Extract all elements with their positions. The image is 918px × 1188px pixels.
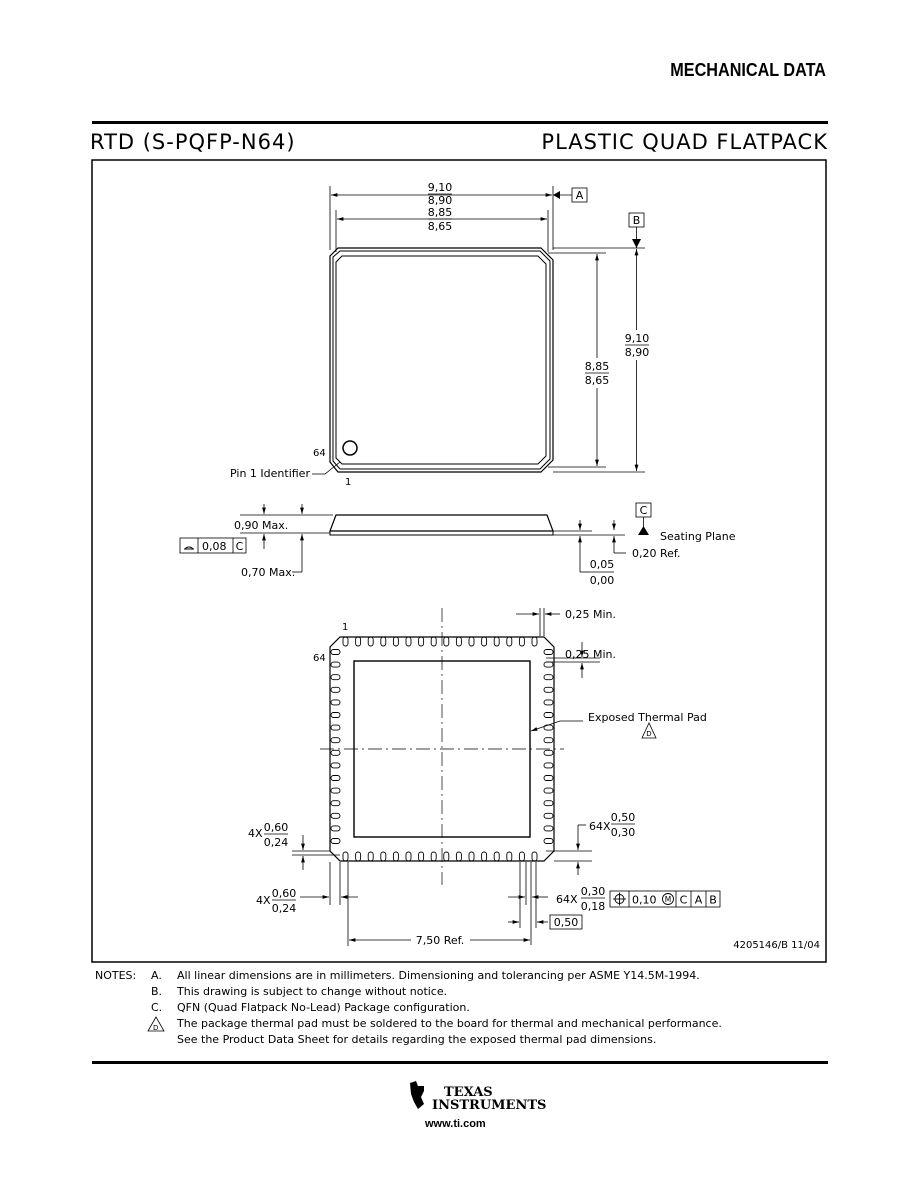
ti-logo-icon <box>410 1081 424 1109</box>
lead-pad <box>544 687 553 692</box>
bottom-view <box>248 608 720 947</box>
lead-pad <box>331 839 340 844</box>
lead-pad <box>331 788 340 793</box>
outer-width-min: 8,90 <box>427 194 453 207</box>
note-letter: B. <box>151 985 163 998</box>
note-text: All linear dimensions are in millimeters. Dimensioning and tolerancing per ASME Y14.5M-1994. <box>177 969 700 982</box>
lead-pad <box>544 662 553 667</box>
lead-pad <box>356 852 361 861</box>
thermal-pad-label: Exposed Thermal Pad <box>588 711 707 724</box>
ti-brand-line2: INSTRUMENTS <box>432 1098 547 1113</box>
lead-pad <box>469 637 474 646</box>
lead-pad <box>519 637 524 646</box>
lead-pad <box>393 637 398 646</box>
min-spacing-side: 0,25 Min. <box>565 648 617 661</box>
lead-pad <box>331 801 340 806</box>
ref-span-label: 7,50 Ref. <box>415 934 465 947</box>
flatness-datum: C <box>235 540 244 553</box>
lead-pad <box>368 852 373 861</box>
note-letter: A. <box>151 969 162 982</box>
lead-pad <box>444 852 449 861</box>
lead-pad <box>331 750 340 755</box>
ti-brand-line1: TEXAS <box>444 1085 493 1100</box>
lead-pad <box>331 826 340 831</box>
outer-height-min: 8,90 <box>624 346 650 359</box>
lead-pad <box>331 700 340 705</box>
min-height-label: 0,70 Max. <box>241 566 296 579</box>
corner2-max: 0,60 <box>271 887 297 900</box>
lead-pad <box>331 725 340 730</box>
side-body <box>330 515 553 531</box>
top-view <box>230 181 652 488</box>
lead-pad <box>456 852 461 861</box>
outer-width-max: 9,10 <box>427 181 453 194</box>
lead-pad <box>532 852 537 861</box>
lead-pad <box>482 637 487 646</box>
top-inner-outline <box>336 256 546 464</box>
lead-pad <box>544 650 553 655</box>
lead-pad <box>482 852 487 861</box>
drawing-number: 4205146/B 11/04 <box>733 940 820 951</box>
lead-pad <box>368 637 373 646</box>
lead-pad <box>343 637 348 646</box>
note-text: The package thermal pad must be soldered to the board for thermal and mechanical performance. <box>177 1017 722 1030</box>
note-text: See the Product Data Sheet for details regarding the exposed thermal pad dimensions. <box>177 1033 657 1046</box>
datum-c: C <box>639 504 648 517</box>
tol-mod: M <box>664 895 672 904</box>
lead-len-min: 0,30 <box>610 826 636 839</box>
lead-pad <box>544 713 553 718</box>
lead-pad <box>381 852 386 861</box>
lead-pad <box>419 852 424 861</box>
inner-height-min: 8,65 <box>584 374 610 387</box>
flatness-value: 0,08 <box>202 540 227 553</box>
lead-pad <box>343 852 348 861</box>
top-pin1-label: 1 <box>345 477 352 488</box>
pin1-marker <box>343 441 357 455</box>
lead-len-prefix: 64X <box>589 820 611 833</box>
bottom-rule <box>92 1061 828 1064</box>
package-id: RTD (S-PQFP-N64) <box>90 130 296 154</box>
lead-pad <box>544 788 553 793</box>
ti-url[interactable]: www.ti.com <box>425 1118 486 1130</box>
corner-max: 0,60 <box>263 821 289 834</box>
datum-b: B <box>632 214 641 227</box>
standoff-min: 0,00 <box>589 574 615 587</box>
drawing-frame <box>92 160 826 962</box>
lead-pad <box>544 738 553 743</box>
lead-pad <box>331 650 340 655</box>
note-text: This drawing is subject to change without notice. <box>177 985 448 998</box>
lead-pad <box>331 675 340 680</box>
datum-a: A <box>575 189 584 202</box>
ref-height-label: 0,20 Ref. <box>632 547 681 560</box>
lead-pad <box>519 852 524 861</box>
lead-pad <box>419 637 424 646</box>
corner-prefix: 4X <box>248 827 263 840</box>
lead-pad <box>356 637 361 646</box>
lead-pad <box>507 852 512 861</box>
note-text: QFN (Quad Flatpack No-Lead) Package configuration. <box>177 1001 470 1014</box>
lead-pad <box>456 637 461 646</box>
top-mid-outline <box>333 251 550 469</box>
lead-pad <box>331 662 340 667</box>
lead-pad <box>406 852 411 861</box>
lead-pad <box>507 637 512 646</box>
tol-datum-1: C <box>679 893 688 907</box>
top-outer-outline <box>330 248 553 472</box>
notes-label: NOTES: <box>95 969 137 982</box>
corner2-prefix: 4X <box>256 894 271 907</box>
tol-datum-3: B <box>709 893 717 907</box>
lead-pad <box>331 713 340 718</box>
inner-width-min: 8,65 <box>427 220 453 233</box>
ti-brand <box>432 1086 546 1112</box>
lead-w-max: 0,30 <box>580 885 606 898</box>
note-letter: C. <box>151 1001 163 1014</box>
lead-pad <box>544 839 553 844</box>
lead-w-prefix: 64X <box>556 893 578 906</box>
lead-pad <box>431 637 436 646</box>
lead-w-min: 0,18 <box>580 900 606 913</box>
standoff-max: 0,05 <box>589 558 615 571</box>
corner-min: 0,24 <box>263 836 289 849</box>
note-d-ref: D <box>646 730 652 738</box>
bottom-pin64-label: 64 <box>313 653 326 664</box>
inner-width-max: 8,85 <box>427 206 453 219</box>
lead-pad <box>406 637 411 646</box>
side-view <box>180 503 736 587</box>
lead-pad <box>544 776 553 781</box>
lead-pad <box>532 637 537 646</box>
note-letter-d: D <box>153 1024 159 1032</box>
lead-pad <box>469 852 474 861</box>
lead-pad <box>544 813 553 818</box>
section-title: MECHANICAL DATA <box>670 60 826 80</box>
min-spacing-top: 0,25 Min. <box>565 608 617 621</box>
outer-height-max: 9,10 <box>624 332 650 345</box>
lead-pad <box>494 637 499 646</box>
lead-len-max: 0,50 <box>610 811 636 824</box>
max-height-label: 0,90 Max. <box>234 519 289 532</box>
lead-pad <box>544 801 553 806</box>
lead-pad <box>544 826 553 831</box>
package-name: PLASTIC QUAD FLATPACK <box>541 130 828 154</box>
lead-pad <box>331 738 340 743</box>
tol-value: 0,10 <box>632 893 657 907</box>
lead-pad <box>544 675 553 680</box>
corner2-min: 0,24 <box>271 902 297 915</box>
pitch-value: 0,50 <box>553 916 579 929</box>
lead-pad <box>444 637 449 646</box>
lead-pad <box>331 776 340 781</box>
lead-pad <box>431 852 436 861</box>
lead-pad <box>331 813 340 818</box>
lead-pad <box>494 852 499 861</box>
inner-height-max: 8,85 <box>584 360 610 373</box>
lead-pad <box>393 852 398 861</box>
pin1-identifier-label: Pin 1 Identifier <box>230 467 310 480</box>
top-pin64-label: 64 <box>313 448 326 459</box>
tol-datum-2: A <box>694 893 703 907</box>
lead-pad <box>544 700 553 705</box>
lead-pad <box>544 763 553 768</box>
lead-pad <box>544 750 553 755</box>
lead-pad <box>331 763 340 768</box>
seating-plane-label: Seating Plane <box>660 530 736 543</box>
bottom-pin1-label: 1 <box>342 622 349 633</box>
lead-pad <box>331 687 340 692</box>
lead-pad <box>381 637 386 646</box>
